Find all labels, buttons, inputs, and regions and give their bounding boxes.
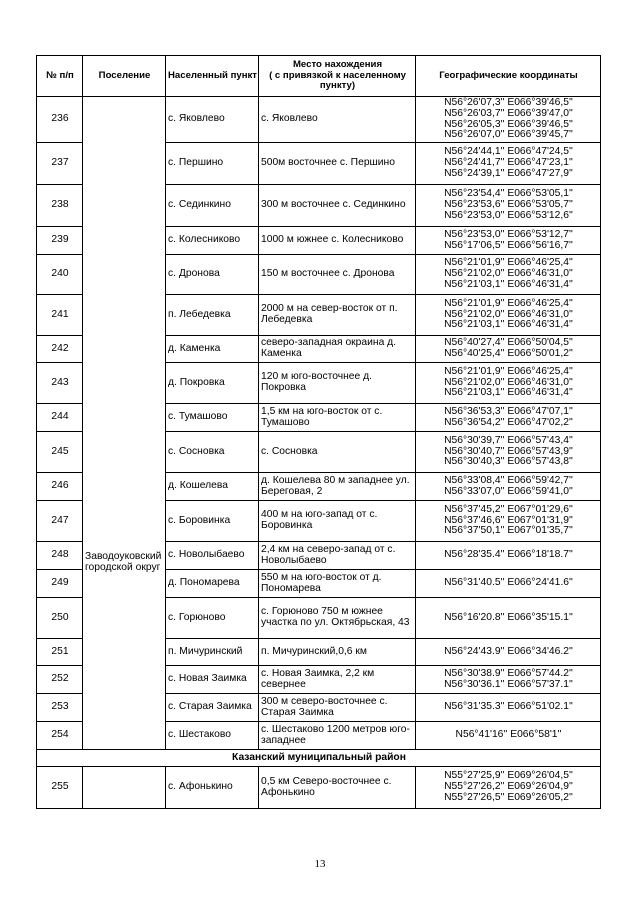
header-number: № п/п — [37, 56, 83, 97]
coordinates-cell — [416, 97, 601, 143]
location-cell: 500м восточнее с. Першино — [259, 143, 416, 185]
header-location: Место нахождения ( с привязкой к населенному пункту) — [259, 56, 416, 97]
header-coordinates: Географические координаты — [416, 56, 601, 97]
coordinate-line: N56°21'01,9'' E066°46'25,4'' — [444, 297, 573, 309]
coordinate-line: N56°30'39,7'' E066°57'43,4'' — [444, 434, 573, 446]
location-cell: с. Яковлево — [259, 97, 416, 143]
coordinate-line: N56°23'53,0'' E066°53'12,6'' — [444, 209, 573, 221]
row-number: 253 — [37, 694, 83, 722]
coordinate-line: N56°23'53,0'' E066°53'12,7'' — [444, 228, 573, 240]
location-cell: 1,5 км на юго-восток от с. Тумашово — [259, 404, 416, 432]
row-number: 241 — [37, 295, 83, 336]
sites-table — [36, 55, 601, 809]
row-number: 252 — [37, 666, 83, 694]
settlement-cell — [83, 767, 166, 809]
locality-cell: с. Колесниково — [166, 227, 259, 255]
coordinate-line: N56°16'20.8'' E066°35'15.1'' — [444, 611, 573, 623]
row-number: 246 — [37, 473, 83, 501]
locality-cell: с. Афонькино — [166, 767, 259, 809]
coordinates-cell — [416, 255, 601, 295]
coordinate-line: N56°30'38.9'' E066°57'44.2'' — [444, 667, 573, 679]
locality-cell: с. Старая Заимка — [166, 694, 259, 722]
coordinate-line: N56°28'35.4'' E066°18'18.7'' — [444, 549, 573, 561]
table-header — [37, 56, 601, 97]
row-number: 248 — [37, 542, 83, 570]
row-number: 255 — [37, 767, 83, 809]
section-row — [37, 750, 601, 767]
coordinate-line: N56°41'16'' E066°58'1'' — [455, 729, 562, 741]
row-number: 238 — [37, 185, 83, 227]
coordinates-cell — [416, 598, 601, 639]
settlement-cell: Заводоуковский городской округ — [83, 97, 166, 750]
coordinate-line: N55°27'26,5'' E069°26'05,2'' — [444, 791, 573, 803]
row-number: 236 — [37, 97, 83, 143]
locality-cell: п. Мичуринский — [166, 639, 259, 666]
coordinate-line: N56°24'41,7'' E066°47'23,1'' — [444, 157, 573, 169]
row-number: 240 — [37, 255, 83, 295]
coordinate-line: N56°24'43.9'' E066°34'46.2'' — [444, 645, 573, 657]
row-number: 242 — [37, 336, 83, 363]
coordinate-line: N56°21'02,0'' E066°46'31,0'' — [444, 376, 573, 388]
location-cell: 300 м восточнее с. Сединкино — [259, 185, 416, 227]
section-title: Казанский муниципальный район — [37, 750, 601, 767]
coordinates-cell — [416, 185, 601, 227]
coordinates-cell — [416, 473, 601, 501]
location-cell: северо-западная окраина д. Каменка — [259, 336, 416, 363]
row-number: 239 — [37, 227, 83, 255]
coordinates-cell — [416, 363, 601, 404]
table-row — [37, 97, 601, 143]
coordinates-cell — [416, 432, 601, 473]
locality-cell: с. Боровинка — [166, 501, 259, 542]
locality-cell: п. Лебедевка — [166, 295, 259, 336]
location-cell: 300 м северо-восточнее с. Старая Заимка — [259, 694, 416, 722]
coordinate-line: N56°36'53,3'' E066°47'07,1'' — [444, 405, 573, 417]
locality-cell: д. Каменка — [166, 336, 259, 363]
locality-cell: с. Сединкино — [166, 185, 259, 227]
locality-cell: с. Новая Заимка — [166, 666, 259, 694]
locality-cell: с. Яковлево — [166, 97, 259, 143]
locality-cell: с. Дронова — [166, 255, 259, 295]
location-cell: с. Сосновка — [259, 432, 416, 473]
coordinates-cell — [416, 694, 601, 722]
header-locality: Населенный пункт — [166, 56, 259, 97]
location-cell: 550 м на юго-восток от д. Пономарева — [259, 570, 416, 598]
locality-cell: д. Покровка — [166, 363, 259, 404]
locality-cell: с. Тумашово — [166, 404, 259, 432]
coordinate-line: N56°26'07,3'' E066°39'46,5'' — [444, 96, 573, 108]
location-cell: п. Мичуринский,0,6 км — [259, 639, 416, 666]
location-cell: 1000 м южнее с. Колесниково — [259, 227, 416, 255]
coordinate-line: N56°24'44,1'' E066°47'24,5'' — [444, 146, 573, 158]
coordinate-line: N55°27'25,9'' E069°26'04,5'' — [444, 770, 573, 782]
location-cell: 2,4 км на северо-запад от с. Новолыбаево — [259, 542, 416, 570]
row-number: 245 — [37, 432, 83, 473]
coordinate-line: N56°24'39,1'' E066°47'27,9'' — [444, 167, 573, 179]
row-number: 250 — [37, 598, 83, 639]
coordinate-line: N56°21'03,1'' E066°46'31,4'' — [444, 319, 573, 331]
row-number: 244 — [37, 404, 83, 432]
row-number: 237 — [37, 143, 83, 185]
coordinate-line: N56°37'46,6'' E067°01'31,9'' — [444, 514, 573, 526]
locality-cell: с. Шестаково — [166, 722, 259, 750]
locality-cell: д. Пономарева — [166, 570, 259, 598]
coordinate-line: N56°23'54,4'' E066°53'05,1'' — [444, 188, 573, 200]
coordinates-cell — [416, 767, 601, 809]
coordinates-cell — [416, 501, 601, 542]
coordinates-cell — [416, 722, 601, 750]
coordinates-cell — [416, 542, 601, 570]
location-cell: 120 м юго-восточнее д. Покровка — [259, 363, 416, 404]
coordinates-cell — [416, 227, 601, 255]
location-cell: 2000 м на север-восток от п. Лебедевка — [259, 295, 416, 336]
coordinates-cell — [416, 570, 601, 598]
row-number: 247 — [37, 501, 83, 542]
coordinate-line: N56°17'06,5'' E066°56'16,7'' — [444, 239, 573, 251]
coordinate-line: N56°33'07,0'' E066°59'41,0'' — [444, 485, 573, 497]
coordinate-line: N56°30'40,3'' E066°57'43,8'' — [444, 456, 573, 468]
location-cell: с. Новая Заимка, 2,2 км севернее — [259, 666, 416, 694]
coordinate-line: N55°27'26,2'' E069°26'04,9'' — [444, 781, 573, 793]
coordinate-line: N56°31'40.5'' E066°24'41.6'' — [444, 577, 573, 589]
location-cell: 400 м на юго-запад от с. Боровинка — [259, 501, 416, 542]
locality-cell: с. Першино — [166, 143, 259, 185]
row-number: 254 — [37, 722, 83, 750]
coordinate-line: N56°26'07,0'' E066°39'45,7'' — [444, 129, 573, 141]
coordinate-line: N56°37'45,2'' E067°01'29,6'' — [444, 503, 573, 515]
location-cell: 0,5 км Северо-восточнее с. Афонькино — [259, 767, 416, 809]
page-number: 13 — [314, 858, 326, 870]
coordinate-line: N56°21'01,9'' E066°46'25,4'' — [444, 365, 573, 377]
coordinate-line: N56°40'27,4'' E066°50'04,5'' — [444, 337, 573, 349]
coordinate-line: N56°37'50,1'' E067°01'35,7'' — [444, 525, 573, 537]
coordinate-line: N56°21'03,1'' E066°46'31,4'' — [444, 278, 573, 290]
coordinates-cell — [416, 336, 601, 363]
location-cell: с. Горюново 750 м южнее участка по ул. Октябрьская, 43 — [259, 598, 416, 639]
locality-cell: с. Горюново — [166, 598, 259, 639]
header-row — [37, 56, 601, 97]
coordinate-line: N56°21'02,0'' E066°46'31,0'' — [444, 308, 573, 320]
locality-cell: д. Кошелева — [166, 473, 259, 501]
coordinate-line: N56°26'03,7'' E066°39'47,0'' — [444, 107, 573, 119]
coordinate-line: N56°26'05,3'' E066°39'46,5'' — [444, 118, 573, 130]
header-settlement: Поселение — [83, 56, 166, 97]
coordinates-cell — [416, 143, 601, 185]
location-cell: с. Шестаково 1200 метров юго-западнее — [259, 722, 416, 750]
coordinate-line: N56°21'01,9'' E066°46'25,4'' — [444, 257, 573, 269]
coordinate-line: N56°30'36.1'' E066°57'37.1'' — [444, 678, 573, 690]
coordinates-cell — [416, 639, 601, 666]
coordinate-line: N56°40'25,4'' E066°50'01,2'' — [444, 348, 573, 359]
coordinates-cell — [416, 666, 601, 694]
coordinate-line: N56°36'54,2'' E066°47'02,2'' — [444, 416, 573, 428]
locality-cell: с. Сосновка — [166, 432, 259, 473]
coordinates-cell — [416, 295, 601, 336]
table-row — [37, 767, 601, 809]
table-body — [37, 97, 601, 809]
coordinate-line: N56°30'40,7'' E066°57'43,9'' — [444, 445, 573, 457]
coordinate-line: N56°33'08,4'' E066°59'42,7'' — [444, 474, 573, 486]
coordinate-line: N56°21'02,0'' E066°46'31,0'' — [444, 268, 573, 280]
coordinates-cell — [416, 404, 601, 432]
row-number: 243 — [37, 363, 83, 404]
row-number: 249 — [37, 570, 83, 598]
row-number: 251 — [37, 639, 83, 666]
location-cell: д. Кошелева 80 м западнее ул. Береговая, 2 — [259, 473, 416, 501]
coordinate-line: N56°21'03,1'' E066°46'31,4'' — [444, 387, 573, 399]
locality-cell: с. Новолыбаево — [166, 542, 259, 570]
coordinate-line: N56°23'53,6'' E066°53'05,7'' — [444, 199, 573, 211]
location-cell: 150 м восточнее с. Дронова — [259, 255, 416, 295]
coordinate-line: N56°31'35.3'' E066°51'02.1'' — [444, 701, 573, 713]
